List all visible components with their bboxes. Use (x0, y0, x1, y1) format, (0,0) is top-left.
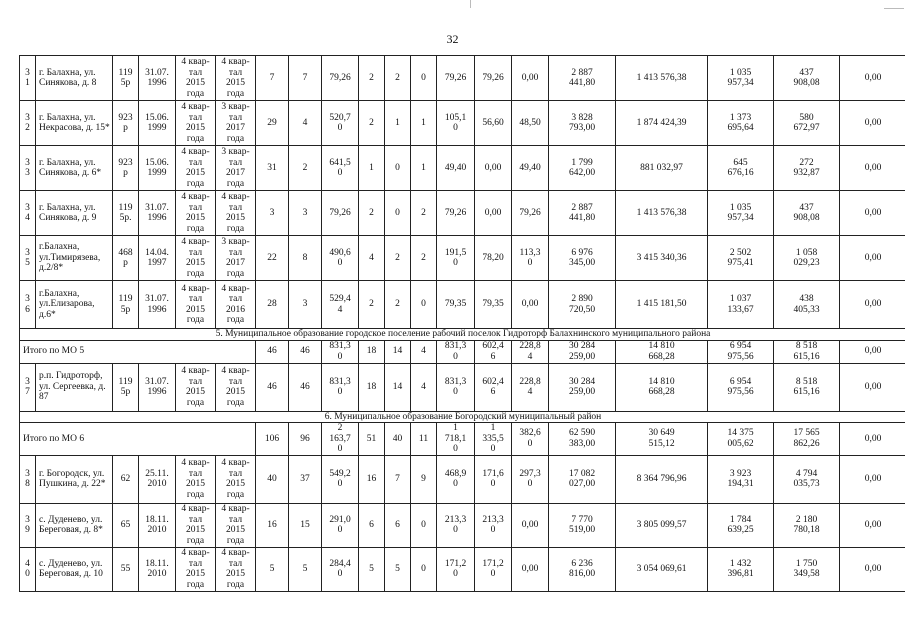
value-cell: 1 718,1 0 (437, 423, 475, 456)
value-cell: 831,3 0 (322, 363, 359, 411)
value-cell: 0,00 (840, 56, 905, 101)
address-cell: с. Дуденево, ул. Береговая, д. 8* (36, 503, 113, 547)
planned-start: 4 квар- тал 2015 года (176, 146, 216, 191)
planned-start: 4 квар- тал 2015 года (176, 547, 216, 591)
value-cell: 28 (256, 281, 289, 329)
value-cell: 14 810 668,28 (616, 363, 708, 411)
planned-start: 4 квар- тал 2015 года (176, 281, 216, 329)
value-cell: 6 (385, 503, 411, 547)
value-cell: 2 (385, 56, 411, 101)
planned-end: 4 квар- тал 2015 года (216, 547, 256, 591)
value-cell: 2 502 975,41 (708, 236, 774, 281)
value-cell: 468,9 0 (437, 455, 475, 503)
address-cell: с. Дуденево, ул. Береговая, д. 10 (36, 547, 113, 591)
value-cell: 4 (411, 340, 437, 363)
value-cell: 15 (289, 503, 322, 547)
value-cell: 0 (411, 281, 437, 329)
planned-start: 4 квар- тал 2015 года (176, 236, 216, 281)
value-cell: 490,6 0 (322, 236, 359, 281)
row-index: 3 9 (20, 503, 36, 547)
value-cell: 297,3 0 (512, 455, 549, 503)
document-number: 923 р (113, 146, 139, 191)
value-cell: 0,00 (512, 547, 549, 591)
value-cell: 7 (385, 455, 411, 503)
value-cell: 831,3 0 (322, 340, 359, 363)
value-cell: 79,26 (437, 191, 475, 236)
value-cell: 1 415 181,50 (616, 281, 708, 329)
document-number: 62 (113, 455, 139, 503)
value-cell: 1 335,5 0 (475, 423, 512, 456)
value-cell: 14 (385, 363, 411, 411)
value-cell: 0,00 (512, 281, 549, 329)
value-cell: 16 (359, 455, 385, 503)
value-cell: 17 565 862,26 (774, 423, 840, 456)
address-cell: г.Балахна, ул.Тимирязева, д.2/8* (36, 236, 113, 281)
address-cell: р.п. Гидроторф, ул. Сергеевка, д. 87 (36, 363, 113, 411)
document-date: 15.06. 1999 (139, 146, 176, 191)
planned-end: 4 квар- тал 2015 года (216, 191, 256, 236)
value-cell: 14 810 668,28 (616, 340, 708, 363)
value-cell: 2 890 720,50 (549, 281, 616, 329)
value-cell: 14 375 005,62 (708, 423, 774, 456)
row-index: 3 4 (20, 191, 36, 236)
scan-mark (884, 8, 904, 9)
address-cell: г.Балахна, ул.Елизарова, д.6* (36, 281, 113, 329)
value-cell: 3 828 793,00 (549, 101, 616, 146)
value-cell: 831,3 0 (437, 340, 475, 363)
value-cell: 0,00 (840, 363, 905, 411)
value-cell: 48,50 (512, 101, 549, 146)
value-cell: 1 750 349,58 (774, 547, 840, 591)
planned-end: 3 квар- тал 2017 года (216, 101, 256, 146)
value-cell: 2 (359, 191, 385, 236)
table-row (20, 191, 905, 236)
value-cell: 2 (289, 146, 322, 191)
planned-end: 4 квар- тал 2015 года (216, 455, 256, 503)
value-cell: 549,2 0 (322, 455, 359, 503)
value-cell: 62 590 383,00 (549, 423, 616, 456)
value-cell: 0,00 (840, 547, 905, 591)
table-row (20, 281, 905, 329)
value-cell: 272 932,87 (774, 146, 840, 191)
value-cell: 17 082 027,00 (549, 455, 616, 503)
value-cell: 6 976 345,00 (549, 236, 616, 281)
value-cell: 6 954 975,56 (708, 340, 774, 363)
value-cell: 2 (385, 236, 411, 281)
address-cell: г. Богородск, ул. Пушкина, д. 22* (36, 455, 113, 503)
value-cell: 37 (289, 455, 322, 503)
document-date: 18.11. 2010 (139, 503, 176, 547)
value-cell: 1 799 642,00 (549, 146, 616, 191)
value-cell: 382,6 0 (512, 423, 549, 456)
value-cell: 79,35 (437, 281, 475, 329)
value-cell: 3 805 099,57 (616, 503, 708, 547)
value-cell: 49,40 (437, 146, 475, 191)
value-cell: 7 (289, 56, 322, 101)
value-cell: 645 676,16 (708, 146, 774, 191)
value-cell: 7 (256, 56, 289, 101)
value-cell: 106 (256, 423, 289, 456)
value-cell: 228,8 4 (512, 340, 549, 363)
value-cell: 291,0 0 (322, 503, 359, 547)
page-number: 32 (446, 32, 459, 46)
value-cell: 3 (289, 281, 322, 329)
row-index: 3 1 (20, 56, 36, 101)
value-cell: 2 (411, 236, 437, 281)
value-cell: 30 284 259,00 (549, 363, 616, 411)
document-number: 119 5р (113, 363, 139, 411)
section-header-row (20, 411, 905, 423)
value-cell: 0,00 (475, 191, 512, 236)
table-row (20, 547, 905, 591)
value-cell: 0,00 (475, 146, 512, 191)
value-cell: 0,00 (512, 503, 549, 547)
value-cell: 0,00 (840, 423, 905, 456)
total-label: Итого по МО 5 (20, 340, 256, 363)
value-cell: 2 163,7 0 (322, 423, 359, 456)
value-cell: 2 (359, 56, 385, 101)
value-cell: 78,20 (475, 236, 512, 281)
value-cell: 6 236 816,00 (549, 547, 616, 591)
value-cell: 5 (256, 547, 289, 591)
total-label: Итого по МО 6 (20, 423, 256, 456)
value-cell: 46 (256, 340, 289, 363)
value-cell: 0,00 (840, 146, 905, 191)
value-cell: 79,26 (322, 191, 359, 236)
value-cell: 79,26 (475, 56, 512, 101)
document-date: 31.07. 1996 (139, 191, 176, 236)
value-cell: 2 887 441,80 (549, 191, 616, 236)
value-cell: 529,4 4 (322, 281, 359, 329)
value-cell: 96 (289, 423, 322, 456)
value-cell: 1 037 133,67 (708, 281, 774, 329)
value-cell: 40 (385, 423, 411, 456)
value-cell: 22 (256, 236, 289, 281)
value-cell: 1 (359, 146, 385, 191)
value-cell: 46 (289, 340, 322, 363)
value-cell: 0 (385, 191, 411, 236)
value-cell: 831,3 0 (437, 363, 475, 411)
value-cell: 213,3 0 (437, 503, 475, 547)
value-cell: 2 180 780,18 (774, 503, 840, 547)
value-cell: 284,4 0 (322, 547, 359, 591)
value-cell: 5 (385, 547, 411, 591)
value-cell: 30 284 259,00 (549, 340, 616, 363)
value-cell: 171,6 0 (475, 455, 512, 503)
value-cell: 2 887 441,80 (549, 56, 616, 101)
value-cell: 8 518 615,16 (774, 340, 840, 363)
value-cell: 11 (411, 423, 437, 456)
value-cell: 228,8 4 (512, 363, 549, 411)
value-cell: 2 (385, 281, 411, 329)
address-cell: г. Балахна, ул. Некрасова, д. 15* (36, 101, 113, 146)
address-cell: г. Балахна, ул. Синякова, д. 6* (36, 146, 113, 191)
value-cell: 79,26 (512, 191, 549, 236)
value-cell: 437 908,08 (774, 56, 840, 101)
document-date: 31.07. 1996 (139, 56, 176, 101)
row-index: 3 2 (20, 101, 36, 146)
row-index: 4 0 (20, 547, 36, 591)
value-cell: 1 058 029,23 (774, 236, 840, 281)
value-cell: 6 954 975,56 (708, 363, 774, 411)
address-cell: г. Балахна, ул. Синякова, д. 8 (36, 56, 113, 101)
value-cell: 9 (411, 455, 437, 503)
document-date: 18.11. 2010 (139, 547, 176, 591)
value-cell: 0,00 (840, 236, 905, 281)
document-date: 15.06. 1999 (139, 101, 176, 146)
section-title: 6. Муниципальное образование Богородский муниципальный район (20, 411, 905, 423)
planned-end: 4 квар- тал 2015 года (216, 363, 256, 411)
value-cell: 8 (289, 236, 322, 281)
value-cell: 191,5 0 (437, 236, 475, 281)
planned-start: 4 квар- тал 2015 года (176, 101, 216, 146)
document-date: 14.04. 1997 (139, 236, 176, 281)
document-date: 31.07. 1996 (139, 281, 176, 329)
value-cell: 1 (385, 101, 411, 146)
value-cell: 8 364 796,96 (616, 455, 708, 503)
value-cell: 1 035 957,34 (708, 56, 774, 101)
planned-end: 4 квар- тал 2016 года (216, 281, 256, 329)
table-row (20, 236, 905, 281)
value-cell: 113,3 0 (512, 236, 549, 281)
document-number: 468 р (113, 236, 139, 281)
planned-start: 4 квар- тал 2015 года (176, 191, 216, 236)
row-index: 3 6 (20, 281, 36, 329)
value-cell: 4 (411, 363, 437, 411)
value-cell: 5 (289, 547, 322, 591)
value-cell: 29 (256, 101, 289, 146)
document-number: 119 5р (113, 56, 139, 101)
document-date: 25.11. 2010 (139, 455, 176, 503)
total-row (20, 423, 905, 456)
value-cell: 105,1 0 (437, 101, 475, 146)
value-cell: 602,4 6 (475, 363, 512, 411)
value-cell: 4 794 035,73 (774, 455, 840, 503)
planned-start: 4 квар- тал 2015 года (176, 455, 216, 503)
value-cell: 56,60 (475, 101, 512, 146)
value-cell: 520,7 0 (322, 101, 359, 146)
value-cell: 1 432 396,81 (708, 547, 774, 591)
value-cell: 7 770 519,00 (549, 503, 616, 547)
value-cell: 49,40 (512, 146, 549, 191)
row-index: 3 5 (20, 236, 36, 281)
value-cell: 4 (359, 236, 385, 281)
value-cell: 3 (289, 191, 322, 236)
document-number: 119 5р. (113, 191, 139, 236)
value-cell: 4 (289, 101, 322, 146)
value-cell: 0,00 (512, 56, 549, 101)
table-row (20, 503, 905, 547)
value-cell: 8 518 615,16 (774, 363, 840, 411)
document-number: 923 р (113, 101, 139, 146)
value-cell: 3 415 340,36 (616, 236, 708, 281)
value-cell: 1 035 957,34 (708, 191, 774, 236)
value-cell: 2 (359, 281, 385, 329)
value-cell: 6 (359, 503, 385, 547)
table-body (20, 56, 905, 592)
value-cell: 438 405,33 (774, 281, 840, 329)
table-row (20, 455, 905, 503)
value-cell: 18 (359, 363, 385, 411)
value-cell: 0 (411, 56, 437, 101)
value-cell: 79,35 (475, 281, 512, 329)
value-cell: 3 923 194,31 (708, 455, 774, 503)
value-cell: 1 (411, 146, 437, 191)
value-cell: 1 373 695,64 (708, 101, 774, 146)
housing-table (19, 55, 905, 592)
value-cell: 213,3 0 (475, 503, 512, 547)
planned-start: 4 квар- тал 2015 года (176, 503, 216, 547)
table-row (20, 56, 905, 101)
address-cell: г. Балахна, ул. Синякова, д. 9 (36, 191, 113, 236)
row-index: 3 7 (20, 363, 36, 411)
planned-end: 4 квар- тал 2015 года (216, 56, 256, 101)
value-cell: 1 784 639,25 (708, 503, 774, 547)
value-cell: 641,5 0 (322, 146, 359, 191)
value-cell: 79,26 (437, 56, 475, 101)
value-cell: 14 (385, 340, 411, 363)
value-cell: 0,00 (840, 455, 905, 503)
section-header-row (20, 329, 905, 341)
value-cell: 0,00 (840, 340, 905, 363)
value-cell: 2 (359, 101, 385, 146)
value-cell: 580 672,97 (774, 101, 840, 146)
value-cell: 3 (256, 191, 289, 236)
value-cell: 46 (289, 363, 322, 411)
table-row (20, 146, 905, 191)
planned-end: 4 квар- тал 2015 года (216, 503, 256, 547)
table-row (20, 363, 905, 411)
value-cell: 0,00 (840, 191, 905, 236)
planned-end: 3 квар- тал 2017 года (216, 146, 256, 191)
document-date: 31.07. 1996 (139, 363, 176, 411)
value-cell: 0 (411, 547, 437, 591)
planned-end: 3 квар- тал 2017 года (216, 236, 256, 281)
value-cell: 51 (359, 423, 385, 456)
document-number: 65 (113, 503, 139, 547)
value-cell: 3 054 069,61 (616, 547, 708, 591)
document-number: 119 5р (113, 281, 139, 329)
value-cell: 46 (256, 363, 289, 411)
value-cell: 0 (385, 146, 411, 191)
value-cell: 30 649 515,12 (616, 423, 708, 456)
value-cell: 40 (256, 455, 289, 503)
value-cell: 1 413 576,38 (616, 56, 708, 101)
value-cell: 5 (359, 547, 385, 591)
planned-start: 4 квар- тал 2015 года (176, 56, 216, 101)
section-title: 5. Муниципальное образование городское поселение рабочий поселок Гидроторф Балахнинского муниципального района (20, 329, 905, 341)
table-row (20, 101, 905, 146)
value-cell: 437 908,08 (774, 191, 840, 236)
value-cell: 171,2 0 (475, 547, 512, 591)
value-cell: 1 874 424,39 (616, 101, 708, 146)
value-cell: 31 (256, 146, 289, 191)
value-cell: 602,4 6 (475, 340, 512, 363)
row-index: 3 3 (20, 146, 36, 191)
document-number: 55 (113, 547, 139, 591)
value-cell: 881 032,97 (616, 146, 708, 191)
value-cell: 16 (256, 503, 289, 547)
value-cell: 0,00 (840, 101, 905, 146)
value-cell: 1 (411, 101, 437, 146)
value-cell: 0 (411, 503, 437, 547)
value-cell: 0,00 (840, 503, 905, 547)
scan-mark (470, 0, 471, 8)
total-row (20, 340, 905, 363)
row-index: 3 8 (20, 455, 36, 503)
planned-start: 4 квар- тал 2015 года (176, 363, 216, 411)
value-cell: 0,00 (840, 281, 905, 329)
value-cell: 2 (411, 191, 437, 236)
value-cell: 171,2 0 (437, 547, 475, 591)
value-cell: 1 413 576,38 (616, 191, 708, 236)
value-cell: 79,26 (322, 56, 359, 101)
value-cell: 18 (359, 340, 385, 363)
